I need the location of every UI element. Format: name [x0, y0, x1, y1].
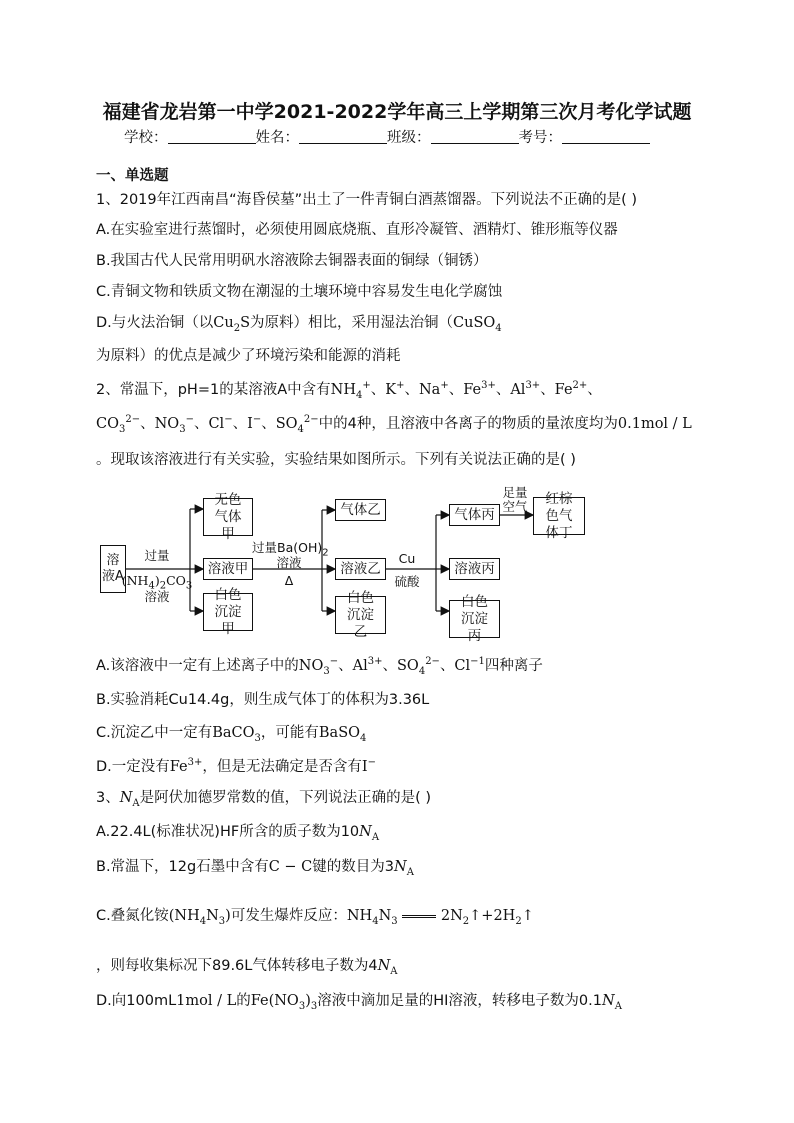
q3-c-text-1: C.叠氮化铵 [96, 908, 169, 924]
q2-option-b[interactable]: B.实验消耗Cu14.4g，则生成气体丁的体积为3.36L [96, 692, 430, 708]
reagent3-bottom: 硫酸 [394, 574, 420, 589]
q2-a-text-2: 四种离子 [484, 658, 543, 674]
q3-c-text-2: 可发生爆炸反应： [230, 908, 347, 924]
q3-d-text-1: D.向100mL [96, 993, 177, 1009]
reagent4-bottom: 空气 [502, 499, 528, 514]
q3-option-c[interactable]: C.叠氮化铵$(NH_4N_3)$可发生爆炸反应：$NH_4N_3$ $2N_2↑+2H_2↑$ [96, 908, 534, 927]
reagent3-top: Cu [398, 551, 416, 566]
reagent2-top: 过量$Ba(OH)_2$ [252, 540, 329, 559]
box-sol-b: 溶液乙 [335, 558, 386, 580]
q3-d-text-3: 溶液中滴加足量的HI溶液，转移电子数为0.1 [317, 993, 602, 1009]
q1-d-text-1: D.与火法治铜（以 [96, 315, 214, 331]
q3-b-text-2: 键的数目为3 [312, 859, 395, 875]
box-ppt-c: 白色沉淀丙 [449, 600, 500, 638]
school-label: 学校： [124, 130, 168, 146]
q1-option-d[interactable]: D.与火法治铜（以$Cu_2S$为原料）相比，采用湿法治铜（CuSO$_4$ [96, 315, 502, 334]
reagent2-mid: 溶液 [276, 555, 302, 570]
q1-d-text-2: 为原料）相比，采用湿法治铜（ [250, 315, 454, 331]
q3-stem-text-1: 3、 [96, 790, 120, 806]
q3-c-text-3: ，则每收集标况下89.6L气体转移电子数为4 [96, 958, 378, 974]
reagent1-top: 过量 [144, 548, 170, 563]
q2-d-text-1: D.一定没有 [96, 759, 170, 775]
box-ppt-a: 白色沉淀甲 [203, 593, 253, 631]
q3-b-text-1: B.常温下，12g石墨中含有 [96, 859, 269, 875]
reagent1-bottom: 溶液 [144, 589, 170, 604]
q2-c-text-1: C.沉淀乙中一定有 [96, 725, 213, 741]
q1-option-c[interactable]: C.青铜文物和铁质文物在潮湿的土壤环境中容易发生电化学腐蚀 [96, 284, 503, 300]
q3-stem: 3、$N_A$是阿伏加德罗常数的值，下列说法正确的是( ) [96, 790, 432, 809]
reagent2-bottom: Δ [284, 573, 294, 588]
box-sol-a: 溶液甲 [203, 558, 253, 580]
q1-stem: 1、2019年江西南昌“海昏侯墓”出土了一件青铜白酒蒸馏器。下列说法不正确的是( ) [96, 192, 638, 208]
q3-option-a[interactable]: A.22.4L(标准状况)HF所含的质子数为$10N_A$ [96, 824, 380, 843]
q2-a-text-1: A.该溶液中一定有上述离子中的 [96, 658, 299, 674]
section-title: 一、单选题 [96, 168, 169, 184]
q3-option-c-cont: ，则每收集标况下89.6L气体转移电子数为$4N_A$ [96, 958, 398, 977]
q3-a-text: A.22.4L(标准状况)HF所含的质子数为10 [96, 824, 360, 840]
reagent2-top-text: 过量Ba(OH) [252, 540, 323, 555]
q2-stem-text-2: 中的4种，且溶液中各离子的物质的量浓度均为 [318, 416, 618, 432]
q3-d-text-2: 的 [236, 993, 251, 1009]
box-ppt-b: 白色沉淀乙 [335, 596, 386, 634]
q1-option-a[interactable]: A.在实验室进行蒸馏时，必须使用圆底烧瓶、直形冷凝管、酒精灯、锥形瓶等仪器 [96, 222, 618, 238]
box-gas-b: 气体乙 [335, 499, 386, 521]
q2-stem-text-1: 2、常温下，pH=1的某溶液A中含有 [96, 382, 331, 398]
q2-stem-line2: $CO_3^{2-}$、$NO_3^-$、Cl−、I−、$SO_4^{2-}$中的4种，且溶液中各离子的物质的量浓度均为0.1mol / L [96, 414, 692, 435]
q2-d-text-2: ，但是无法确定是否含有 [202, 759, 362, 775]
q1-option-d-cont: 为原料）的优点是减少了环境污染和能源的消耗 [96, 348, 401, 364]
q3-option-d[interactable]: D.向100mL1mol / L的$Fe(NO_3)_3$溶液中滴加足量的HI溶液，转移电子数为$0.1N_A$ [96, 993, 622, 1012]
reagent4-top: 足量 [502, 485, 528, 500]
box-gas-c: 气体丙 [449, 504, 500, 526]
q2-option-a[interactable]: A.该溶液中一定有上述离子中的$NO_3^-$、$Al^{3+}$、$SO_4^{2-}$、$Cl^{-1}$四种离子 [96, 656, 543, 677]
q2-concentration: 0.1mol / L [617, 416, 692, 432]
q3-option-b[interactable]: B.常温下，12g石墨中含有C − C键的数目为$3N_A$ [96, 859, 414, 878]
q3-stem-text-2: 是阿伏加德罗常数的值，下列说法正确的是( ) [139, 790, 432, 806]
q2-option-c[interactable]: C.沉淀乙中一定有BaCO$_3$，可能有BaSO$_4$ [96, 725, 367, 744]
box-solution-a: 溶液A [100, 545, 126, 593]
box-gas-a: 无色气体甲 [203, 498, 253, 536]
box-gas-d: 红棕色气体丁 [533, 497, 585, 535]
q1-option-b[interactable]: B.我国古代人民常用明矾水溶液除去铜器表面的铜绿（铜锈） [96, 253, 488, 269]
q2-stem-line3: 。现取该溶液进行有关实验，实验结果如图所示。下列有关说法正确的是( ) [96, 452, 576, 468]
box-sol-c: 溶液丙 [449, 558, 500, 580]
q2-stem-line1: 2、常温下，pH=1的某溶液A中含有$NH_4^+$、K+、Na+、$Fe^{3+}$、$Al^{3+}$、$Fe^{2+}$、 [96, 380, 602, 401]
q2-option-d[interactable]: D.一定没有$Fe^{3+}$，但是无法确定是否含有I− [96, 757, 377, 775]
number-label: 考号： [518, 130, 562, 146]
class-label: 班级： [387, 130, 431, 146]
name-label: 姓名： [255, 130, 299, 146]
reagent1-formula: $(NH_4)_2CO_3$ [121, 573, 193, 592]
page-title: 福建省龙岩第一中学2021-2022学年高三上学期第三次月考化学试题 [102, 101, 692, 123]
q2-c-text-2: ，可能有 [260, 725, 319, 741]
